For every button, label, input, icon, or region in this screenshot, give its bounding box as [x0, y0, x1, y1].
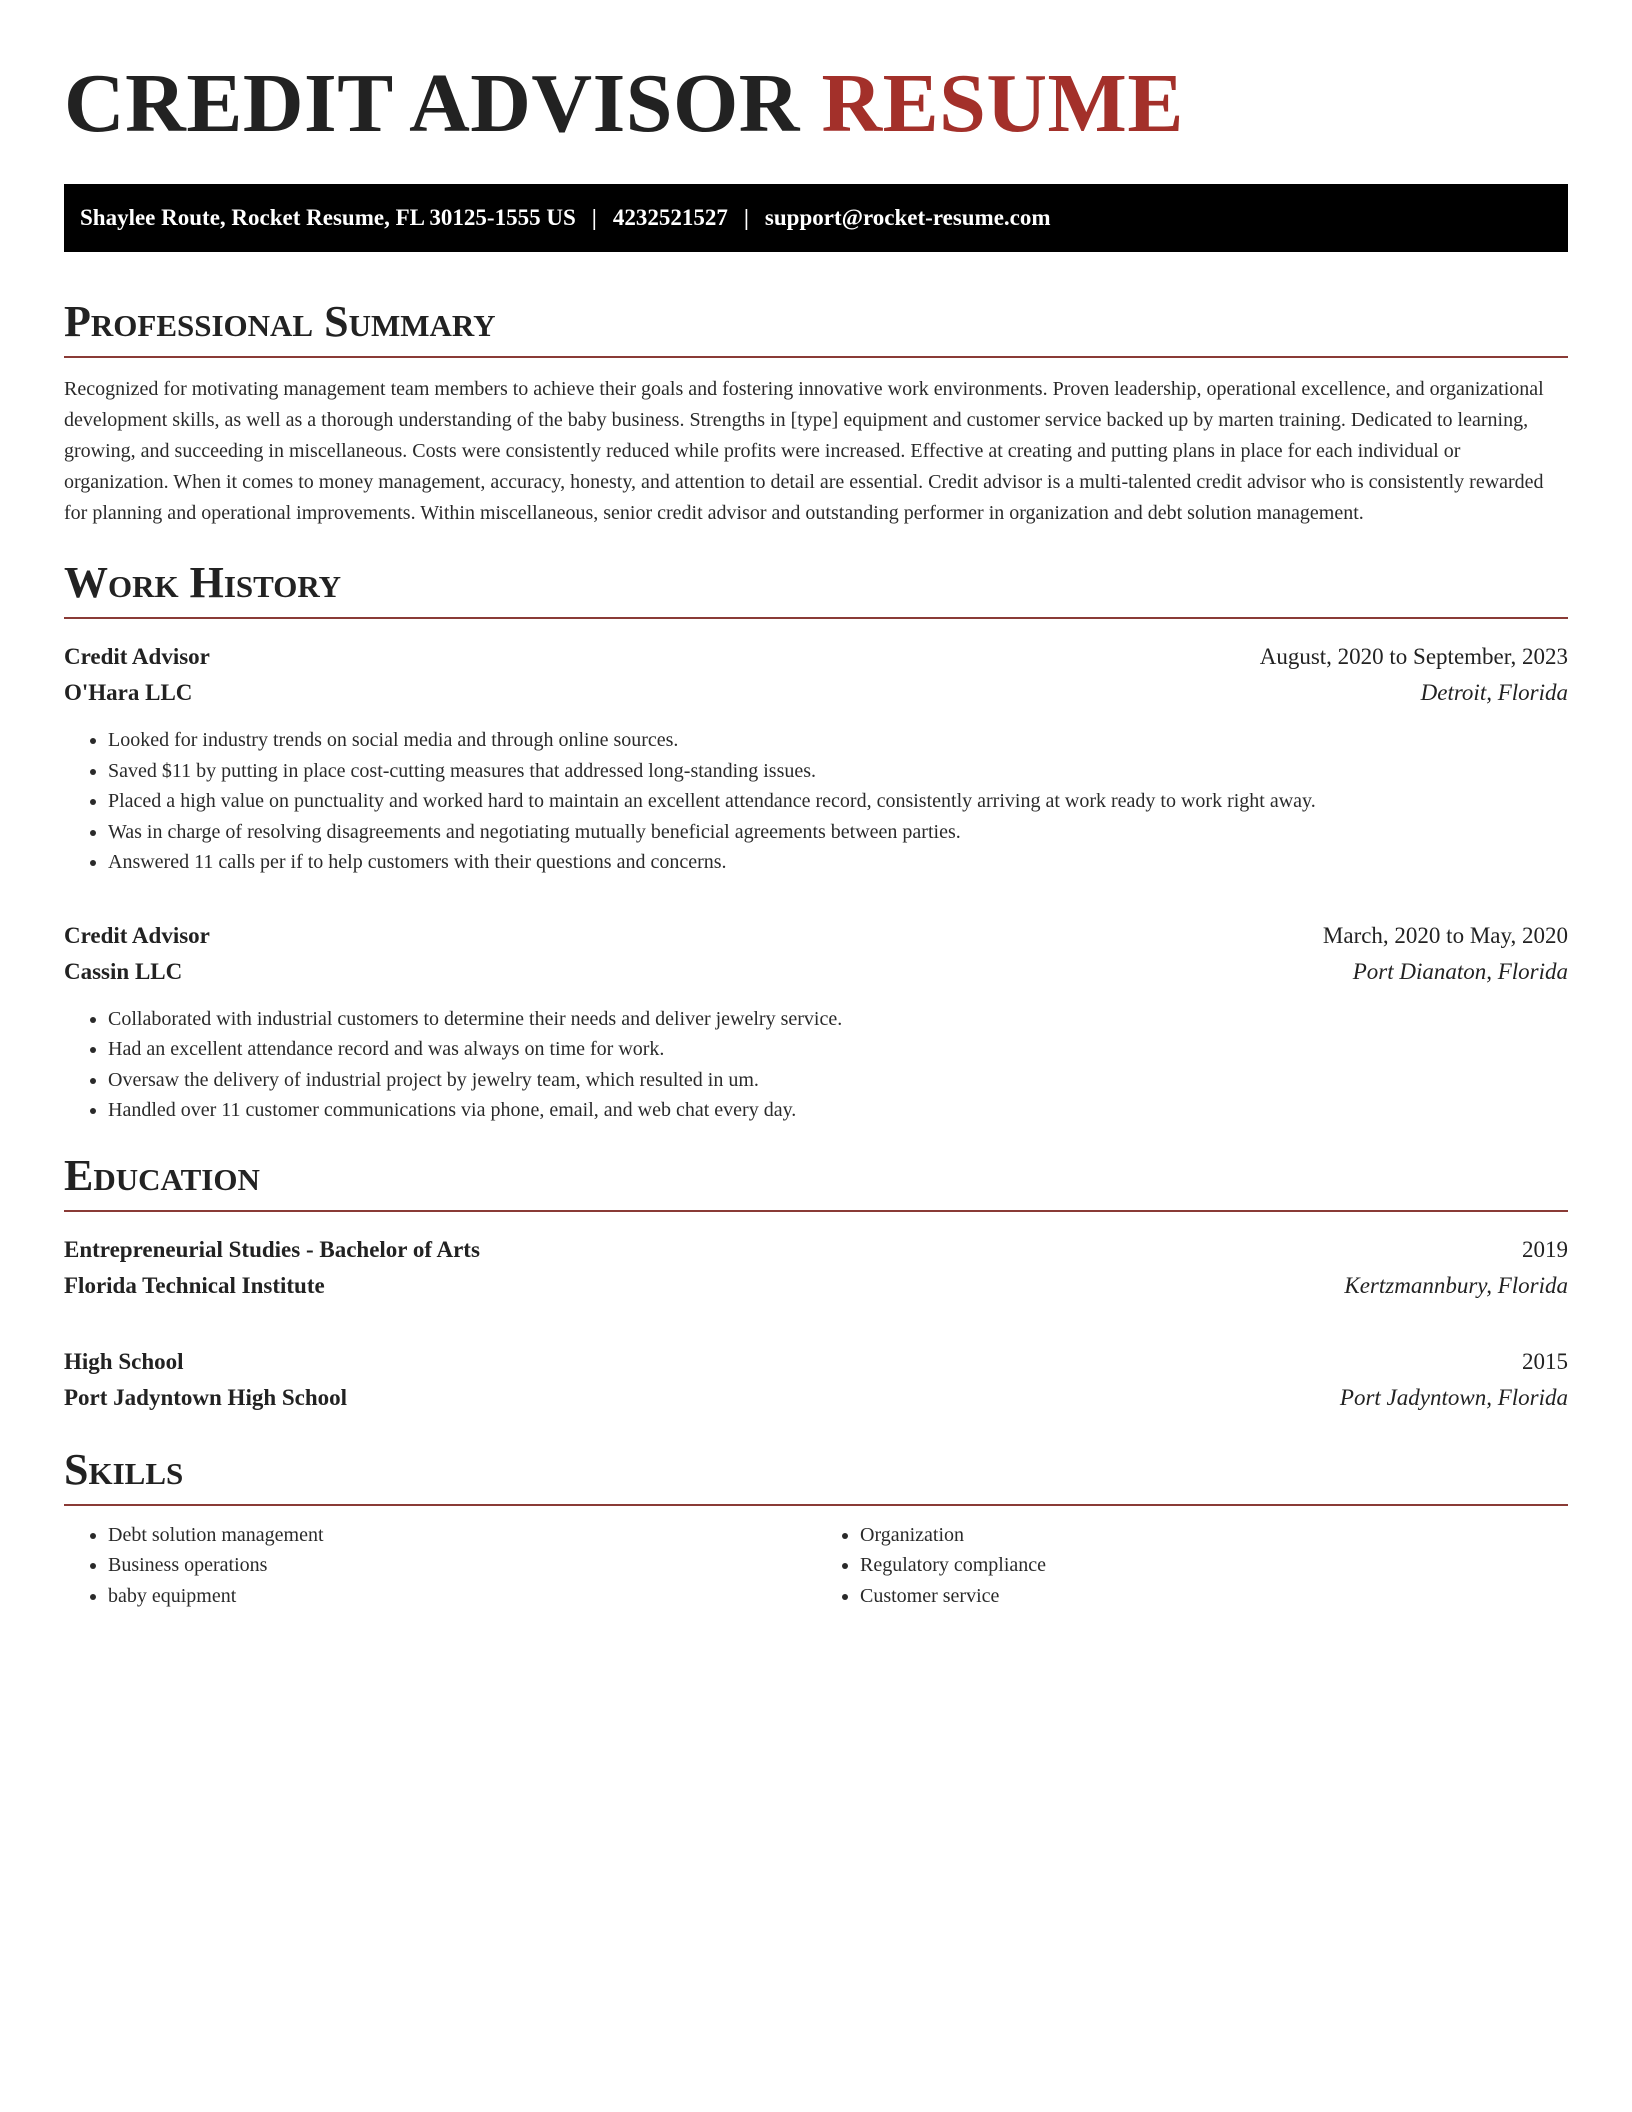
job-location: Port Dianaton, Florida	[1352, 958, 1568, 984]
list-item: • Was in charge of resolving disagreements and negotiating mutually beneficial agreements between parties.	[108, 817, 1568, 848]
contact-address: Shaylee Route, Rocket Resume, FL 30125-1555 US	[80, 205, 576, 230]
skills-list	[64, 1520, 1568, 1612]
skill-item: • Customer service	[860, 1581, 1568, 1612]
contact-phone: 4232521527	[612, 205, 728, 230]
education-year: 2019	[1522, 1236, 1568, 1262]
job-title: Credit Advisor	[64, 644, 210, 669]
contact-bar	[64, 184, 1568, 252]
skill-item: • Regulatory compliance	[860, 1550, 1568, 1581]
contact-email: support@rocket-resume.com	[764, 205, 1051, 230]
job-dates: March, 2020 to May, 2020	[1322, 922, 1568, 948]
list-item: • Answered 11 calls per if to help customers with their questions and concerns.	[108, 847, 1568, 878]
job-company-row	[64, 675, 1568, 711]
job-location: Detroit, Florida	[1420, 680, 1568, 705]
education-school-row	[64, 1268, 1568, 1304]
contact-separator: |	[743, 205, 749, 230]
contact-separator: |	[591, 205, 597, 230]
job-header-row	[64, 639, 1568, 675]
education-school-row	[64, 1380, 1568, 1416]
education-degree: High School	[64, 1348, 184, 1374]
education-entry	[64, 1344, 1568, 1416]
list-item: • Oversaw the delivery of industrial project by jewelry team, which resulted in um.	[108, 1065, 1568, 1096]
education-degree: Entrepreneurial Studies - Bachelor of Arts	[64, 1236, 480, 1262]
job-bullets	[64, 725, 1568, 878]
skills-column-left	[64, 1520, 816, 1612]
education-year: 2015	[1522, 1348, 1568, 1374]
skill-item: • Debt solution management	[108, 1520, 816, 1551]
skill-item: • Organization	[860, 1520, 1568, 1551]
education-degree-row	[64, 1344, 1568, 1380]
summary-heading: Professional Summary	[64, 296, 1568, 358]
job-company: O'Hara LLC	[64, 680, 193, 705]
skill-item: • baby equipment	[108, 1581, 816, 1612]
job-bullets	[64, 1004, 1568, 1126]
job-title: Credit Advisor	[64, 922, 210, 948]
resume-title	[64, 56, 1568, 152]
job-company: Cassin LLC	[64, 958, 183, 984]
job-header-row	[64, 918, 1568, 954]
skill-item: • Business operations	[108, 1550, 816, 1581]
list-item: • Handled over 11 customer communications via phone, email, and web chat every day.	[108, 1095, 1568, 1126]
education-entry	[64, 1232, 1568, 1304]
education-degree-row	[64, 1232, 1568, 1268]
job-dates: August, 2020 to September, 2023	[1259, 644, 1568, 669]
education-heading: Education	[64, 1150, 1568, 1212]
title-main: CREDIT ADVISOR	[64, 57, 800, 150]
title-accent: RESUME	[821, 57, 1184, 150]
education-location: Port Jadyntown, Florida	[1339, 1384, 1568, 1410]
education-location: Kertzmannbury, Florida	[1344, 1272, 1568, 1298]
list-item: • Collaborated with industrial customers to determine their needs and deliver jewelry service.	[108, 1004, 1568, 1035]
skills-heading: Skills	[64, 1444, 1568, 1506]
education-school: Florida Technical Institute	[64, 1272, 325, 1298]
work-history-heading: Work History	[64, 557, 1568, 619]
job-company-row	[64, 954, 1568, 990]
list-item: • Looked for industry trends on social media and through online sources.	[108, 725, 1568, 756]
summary-text: Recognized for motivating management team members to achieve their goals and fostering innovative work environments. Proven leadership, operational excellence, and organizational development skills, as well as a thorough understanding of the baby business. Strengths in [type] equipment and customer service backed up by marten training. Dedicated to learning, growing, and succeeding in miscellaneous. Costs were consistently reduced while profits were increased. Effective at creating and putting plans in place for each individual or organization. When it comes to money management, accuracy, honesty, and attention to detail are essential. Credit advisor is a multi-talented credit advisor who is consistently rewarded for planning and operational improvements. Within miscellaneous, senior credit advisor and outstanding performer in organization and debt solution management.	[64, 378, 1544, 524]
list-item: • Had an excellent attendance record and was always on time for work.	[108, 1034, 1568, 1065]
job-entry	[64, 639, 1568, 878]
list-item: • Placed a high value on punctuality and worked hard to maintain an excellent attendance record, consistently arriving at work ready to work right away.	[108, 786, 1568, 817]
education-school: Port Jadyntown High School	[64, 1384, 348, 1410]
job-entry	[64, 918, 1568, 1126]
list-item: • Saved $11 by putting in place cost-cutting measures that addressed long-standing issues.	[108, 756, 1568, 787]
skills-column-right	[816, 1520, 1568, 1612]
